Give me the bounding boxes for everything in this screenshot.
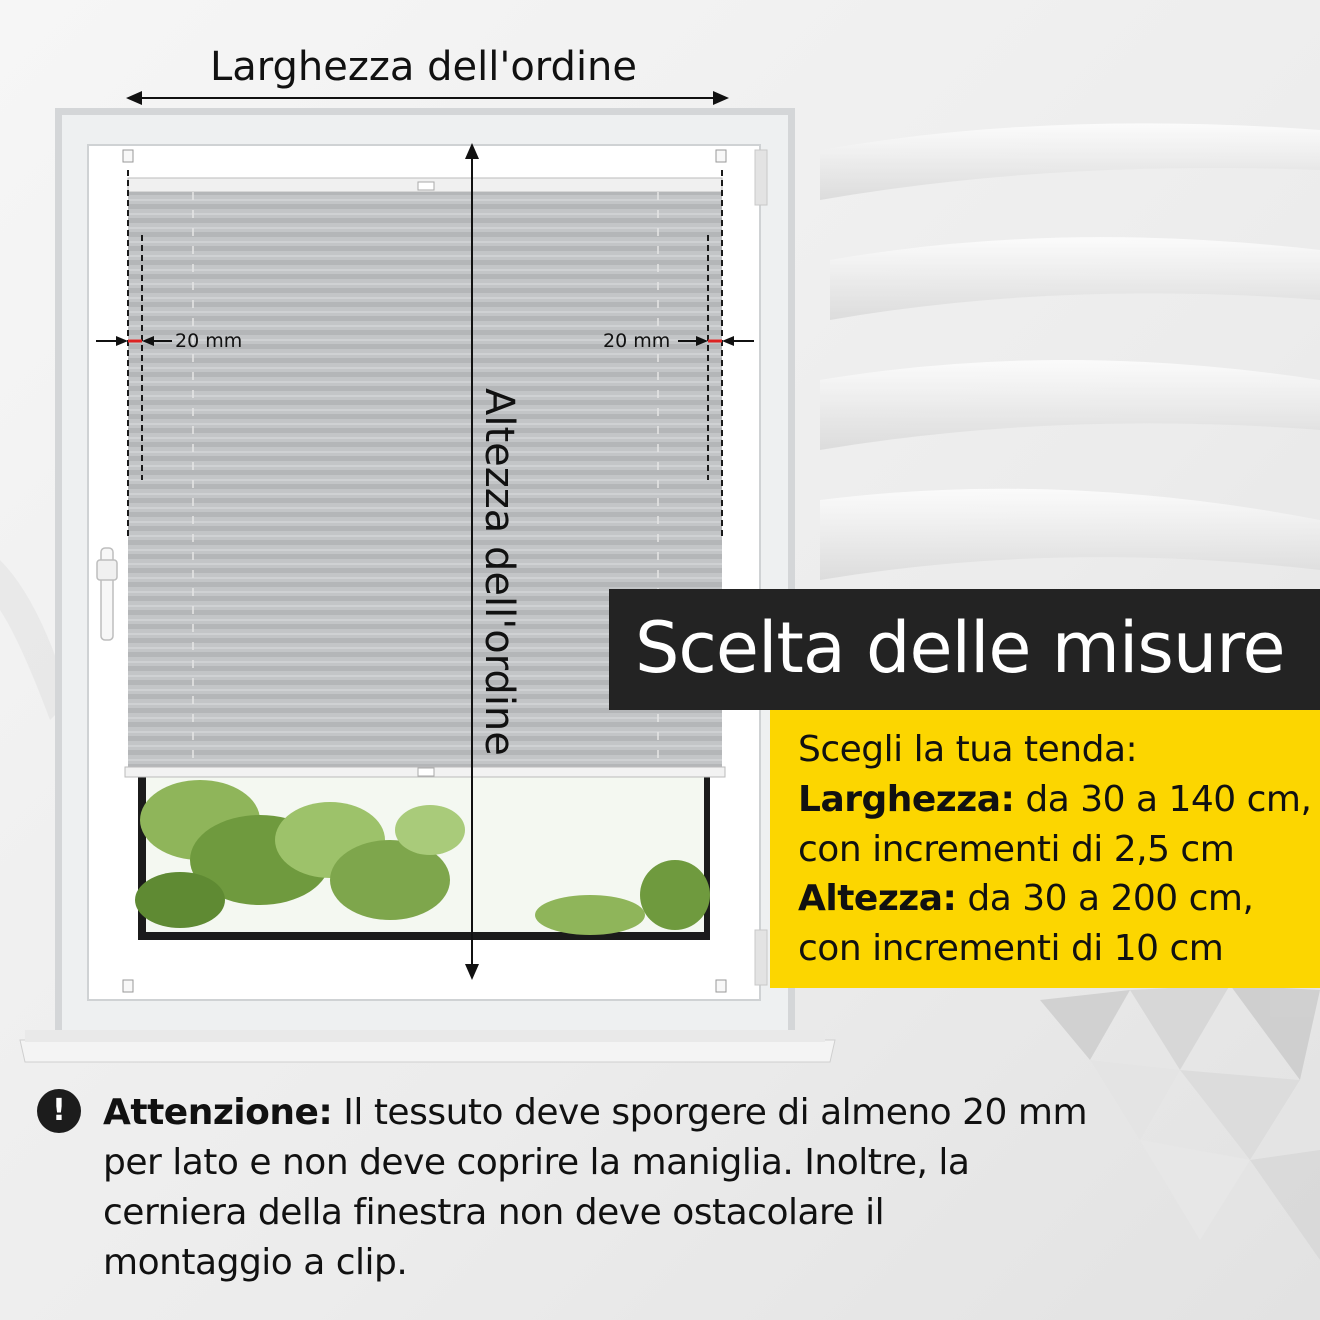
size-info-box (770, 710, 1320, 988)
notice-text (103, 1088, 1103, 1288)
info-height-key: Altezza: (798, 878, 957, 919)
width-label: Larghezza dell'ordine (210, 44, 638, 90)
height-label: Altezza dell'ordine (476, 388, 522, 756)
info-height-increment: con incrementi di 10 cm (798, 928, 1224, 969)
info-width-increment: con incrementi di 2,5 cm (798, 829, 1235, 870)
info-width-value: da 30 a 140 cm, (1025, 779, 1312, 820)
info-height-line (798, 878, 1253, 919)
page-title: Scelta delle misure (635, 607, 1285, 689)
margin-right-label: 20 mm (603, 330, 671, 352)
notice-line-2: per lato e non deve coprire la maniglia. Inoltre, la (103, 1142, 970, 1183)
margin-left-label: 20 mm (175, 330, 243, 352)
info-intro: Scegli la tua tenda: (798, 729, 1138, 770)
info-width-line (798, 779, 1311, 820)
info-width-key: Larghezza: (798, 779, 1015, 820)
notice-line-1: Il tessuto deve sporgere di almeno 20 mm (343, 1092, 1088, 1133)
title-banner (609, 589, 1320, 710)
notice-line-3: cerniera della finestra non deve ostacolare il (103, 1192, 885, 1233)
notice-line-4: montaggio a clip. (103, 1242, 408, 1283)
notice-key: Attenzione: (103, 1092, 333, 1133)
exclamation-circle-icon: ! (37, 1089, 81, 1133)
info-height-value: da 30 a 200 cm, (967, 878, 1254, 919)
